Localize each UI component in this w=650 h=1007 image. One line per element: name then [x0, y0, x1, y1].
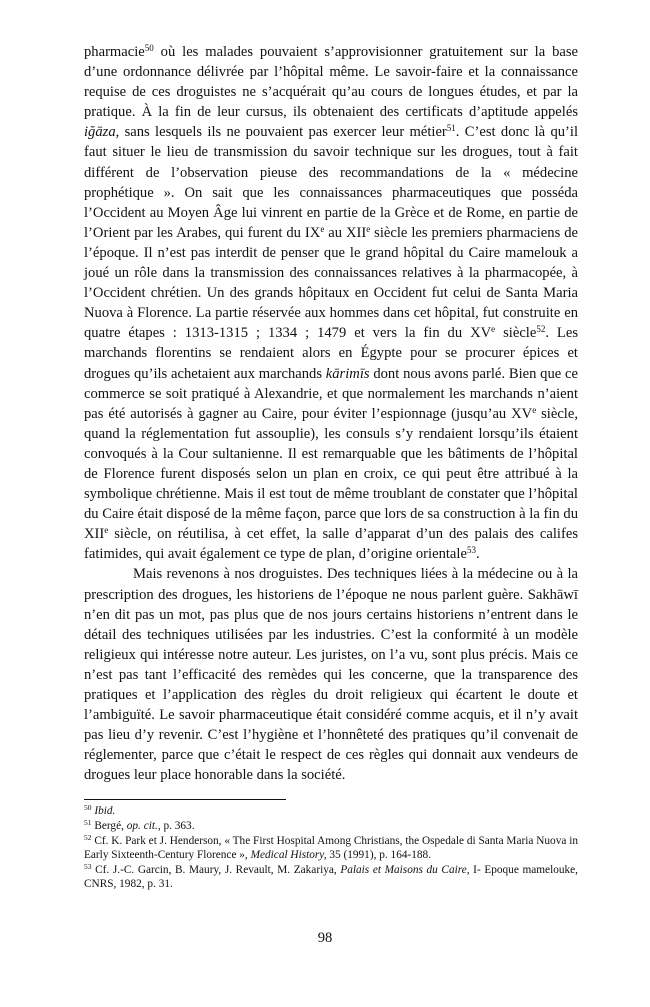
superscript: e	[104, 525, 109, 536]
text-run: Cf. J.-C. Garcin, B. Maury, J. Revault, M. Zakariya,	[91, 863, 341, 876]
superscript: 52	[536, 324, 546, 335]
superscript: 53	[84, 861, 92, 871]
superscript: e	[532, 404, 537, 415]
text-run: .	[475, 546, 480, 563]
superscript: 53	[466, 545, 476, 556]
superscript: e	[366, 223, 371, 234]
superscript: 50	[84, 803, 92, 813]
superscript: e	[320, 223, 325, 234]
italic-text: iğāza	[84, 124, 116, 141]
italic-text: Ibid.	[94, 805, 116, 818]
page-number: 98	[317, 930, 333, 946]
text-run: , sans lesquels ils ne pouvaient pas exercer leur métier	[115, 124, 447, 141]
main-text	[84, 42, 578, 785]
text-run: siècle, quand la réglementation fut assouplie), les consuls s’y rendaient lorsqu’ils étaient convoqués à la Cour sultanienne. Il est remarquable que les bâtiments de l’hôpital de Florence furent disposés selon un plan en croix, ce qui peut être attribué à la symbolique chrétienne. Mais il est tout de même troublant de constater que l’hôpital du Caire était disposé de la même façon, parce que lors de sa construction à la fin du XII	[84, 405, 578, 543]
footnote	[84, 819, 578, 834]
superscript: e	[491, 324, 496, 335]
superscript: 50	[144, 43, 154, 54]
text-run: . C’est donc là qu’il faut situer le lieu de transmission du savoir technique sur les drogues, tout à fait différent de l’observation pieuse des recommandations de la « médecine prophétique ». On sait que les connaissances pharmaceutiques que posséda l’Occident au Moyen Âge lui vinrent en partie de la Grèce et de Rome, en partie de l’Orient par les Arabes, qui furent du IX	[84, 124, 579, 241]
footnote-separator	[84, 799, 286, 800]
footnote	[84, 834, 578, 863]
text-run: où les malades pouvaient s’approvisionner gratuitement sur la base d’une ordonnance délivrée par l’hôpital même. Le savoir-faire et la connaissance requise de ces droguistes ne s’acquérait qu’au cours de longues études, et par la pratique. À la fin de leur cursus, ils obtenaient des certificats d’aptitude appelés	[84, 44, 578, 121]
text-run: . Les marchands florentins se rendaient alors en Égypte pour se procurer épices et drogues qu’ils achetaient aux marchands	[84, 325, 579, 382]
footnotes	[84, 804, 578, 892]
text-run: Cf. K. Park et J. Henderson, « The First Hospital Among Christians, the Ospedale di Santa Maria Nuova in Early Sixteenth-Century Florence »,	[84, 834, 578, 862]
text-run: siècle les premiers pharmaciens de l’époque. Il n’est pas interdit de penser que le grand hôpital du Caire mamelouk a joué un rôle dans la transmission des connaissances relatives à la pharmacopée, à l’Occident chrétien. Un des grands hôpitaux en Occident fut celui de Santa Maria Nuova à Florence. La partie réservée aux hommes dans cet hôpital, fut construite en quatre étapes : 1313-1315 ; 1334 ; 1479 et vers la fin du XV	[84, 224, 578, 342]
text-run: pharmacie	[84, 44, 145, 60]
text-run: dont nous avons parlé. Bien que ce commerce se soit pratiqué à Alexandrie, et que normalement les marchands n’aient pas été autorisés à gagner au Caire, pour éviter l’espionnage (jusqu’au XV	[84, 365, 578, 422]
text-run: siècle, on réutilisa, à cet effet, la salle d’apparat d’un des palais des califes fatimides, qui avait également ce type de plan, d’origine orientale	[84, 526, 578, 563]
text-run: siècle	[495, 325, 537, 342]
text-run: Bergé,	[91, 820, 127, 833]
text-run: Mais revenons à nos droguistes. Des techniques liées à la médecine ou à la prescription des drogues, les historiens de l’époque ne nous parlent guère. Sakhāwī n’en dit pas un mot, pas plus que de nos jours certains historiens n’entrent dans le détail des techniques utilisées par les industries. C’est la conformité à un modèle religieux qui intéresse notre auteur. Les juristes, on l’a vu, sont plus précis. Mais ce n’est pas tant l’efficacité des remèdes qui les concerne, que la transparence des pratiques et l’application des règles du droit religieux qui écartent le doute et l’ambiguïté. Le savoir pharmaceutique était considéré comme acquis, et il n’y avait pas lieu d’y revenir. C’est l’hygiène et l’honnêteté des pratiques qu’il convenait de réglementer, parce que c’était le respect de ces règles qui donnait aux vendeurs de drogues leur place honorable dans la société.	[84, 566, 578, 784]
superscript: 51	[446, 123, 456, 134]
paragraph	[84, 564, 578, 785]
footnote	[84, 863, 578, 892]
italic-text: op. cit.	[126, 820, 158, 833]
italic-text: Palais et Maisons du Caire,	[340, 863, 470, 876]
text-run: I- Epoque mamelouke, CNRS, 1982, p. 31.	[84, 863, 578, 891]
paragraph	[84, 42, 578, 564]
text-run: , p. 363.	[157, 820, 195, 833]
italic-text: Medical History,	[250, 849, 327, 862]
page-content	[84, 42, 578, 892]
superscript: 52	[84, 832, 92, 842]
footnote	[84, 804, 578, 819]
text-run: au XII	[324, 224, 367, 241]
superscript: 51	[84, 817, 92, 827]
italic-text: kārimīs	[325, 365, 370, 382]
text-run: 35 (1991), p. 164-188.	[326, 849, 432, 862]
